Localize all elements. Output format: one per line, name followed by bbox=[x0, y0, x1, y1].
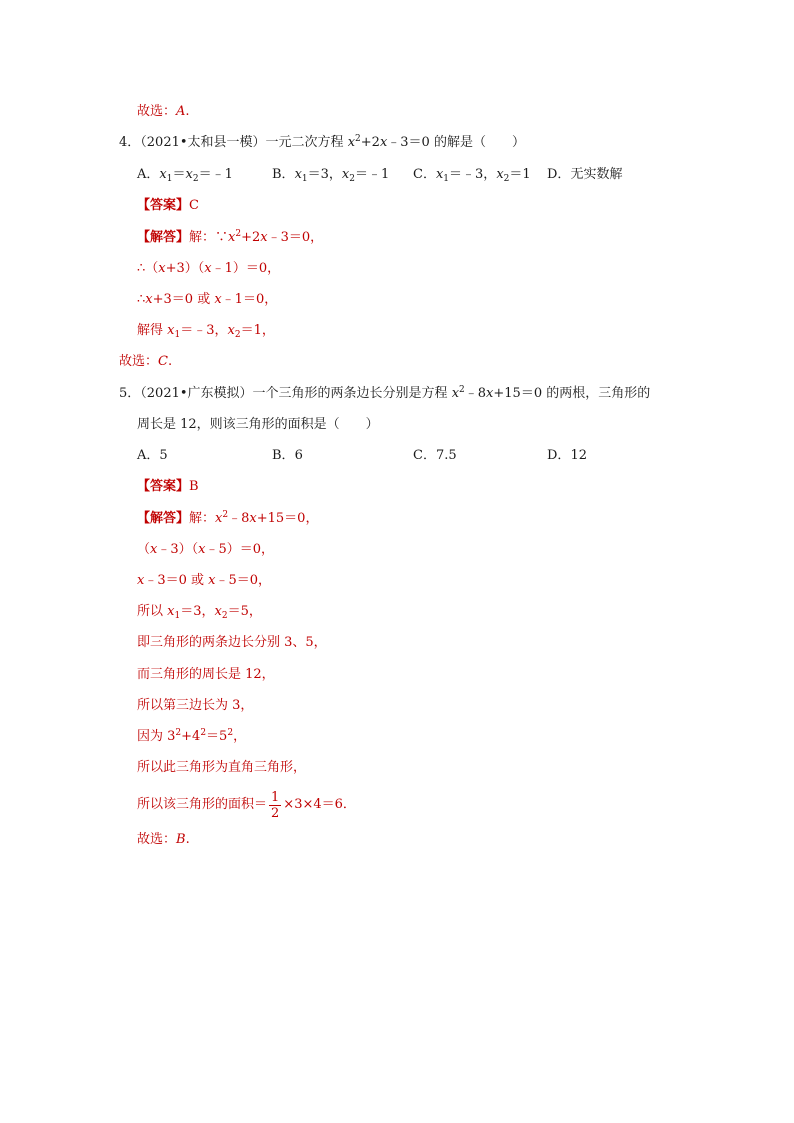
question-5-answer bbox=[137, 478, 199, 496]
q5-solution-step-2 bbox=[137, 541, 274, 559]
variable: x bbox=[228, 230, 236, 245]
fraction-numerator: 1 bbox=[271, 789, 280, 805]
period: . bbox=[185, 832, 190, 847]
step-text: ＝3， bbox=[180, 604, 215, 619]
stem-text: 一个三角形的两条边长分别是方程 bbox=[252, 386, 452, 401]
question-4-options bbox=[0, 166, 794, 184]
variable: x bbox=[347, 135, 356, 150]
subscript: 1 bbox=[301, 174, 308, 184]
step-text: ﹣1＝0， bbox=[221, 292, 278, 307]
period: . bbox=[185, 104, 190, 119]
step-text: +3＝0 或 bbox=[152, 292, 215, 307]
option-text: 7.5 bbox=[435, 448, 457, 463]
option-a bbox=[137, 447, 168, 465]
option-b bbox=[272, 447, 303, 465]
equation-part: ﹣3＝0 bbox=[387, 135, 430, 150]
subscript: 1 bbox=[174, 611, 181, 621]
analysis-tag: 【解答】 bbox=[137, 511, 190, 526]
subscript: 2 bbox=[503, 174, 510, 184]
variable: x bbox=[379, 135, 388, 150]
step-text: （ bbox=[137, 542, 151, 557]
answer-value: B bbox=[189, 479, 199, 494]
option-label: D． bbox=[547, 167, 571, 182]
q5-solution-step-3 bbox=[137, 572, 271, 590]
q5-solution-step-7: 所以第三边长为 3， bbox=[137, 698, 254, 713]
question-number: 4． bbox=[119, 135, 141, 150]
step-text: ﹣8 bbox=[228, 511, 250, 526]
option-label: A． bbox=[137, 448, 160, 463]
option-label: B． bbox=[272, 167, 295, 182]
q4-solution-step-1 bbox=[137, 229, 323, 247]
step-text: 解得 bbox=[137, 323, 168, 338]
q4-conclusion bbox=[119, 353, 172, 371]
option-tail: ＝﹣1 bbox=[198, 167, 233, 182]
exponent: 2 bbox=[200, 728, 207, 738]
analysis-tag: 【解答】 bbox=[137, 230, 190, 245]
conclusion-label: 故选： bbox=[137, 104, 177, 119]
step-text: ∴ bbox=[137, 292, 146, 307]
question-5-stem-line-2: 周长是 12，则该三角形的面积是（ ） bbox=[137, 417, 379, 432]
exponent: 2 bbox=[355, 134, 361, 144]
stem-text: 的两根，三角形的 bbox=[542, 386, 651, 401]
variable: x bbox=[137, 573, 145, 588]
q4-solution-step-3 bbox=[137, 291, 277, 309]
variable: x bbox=[214, 292, 222, 307]
variable: x bbox=[150, 542, 158, 557]
exponent: 2 bbox=[235, 229, 242, 239]
variable: x bbox=[486, 386, 494, 401]
step-text: 解：∵ bbox=[189, 230, 229, 245]
step-text: +3）（ bbox=[165, 261, 205, 276]
step-text: ， bbox=[233, 729, 247, 744]
subscript: 1 bbox=[443, 174, 450, 184]
variable: x bbox=[159, 167, 167, 182]
question-5-options bbox=[0, 447, 794, 465]
step-text: ×3×4＝6． bbox=[283, 797, 356, 812]
step-text: +2 bbox=[241, 230, 261, 245]
step-text: ﹣5）＝0， bbox=[205, 542, 275, 557]
option-label: C． bbox=[413, 448, 436, 463]
step-text: ＝﹣3， bbox=[180, 323, 228, 338]
question-4-answer bbox=[137, 197, 199, 215]
subscript: 2 bbox=[221, 611, 228, 621]
variable: x bbox=[341, 167, 350, 182]
option-b bbox=[272, 166, 389, 184]
step-text: ﹣3＝0， bbox=[267, 230, 324, 245]
exponent: 2 bbox=[227, 728, 234, 738]
question-5-stem-line-1 bbox=[119, 385, 650, 403]
q5-solution-step-1 bbox=[137, 510, 318, 528]
variable: x bbox=[215, 511, 223, 526]
option-d bbox=[547, 447, 587, 465]
step-text: ﹣3＝0 或 bbox=[144, 573, 209, 588]
step-text: +15＝0， bbox=[256, 511, 319, 526]
step-text: 所以该三角形的面积＝ bbox=[137, 797, 268, 812]
option-text: 无实数解 bbox=[570, 167, 623, 182]
equals: ＝ bbox=[172, 167, 186, 182]
option-text: 12 bbox=[570, 448, 587, 463]
subscript: 2 bbox=[349, 174, 355, 184]
option-text: 5 bbox=[159, 448, 168, 463]
variable: x bbox=[198, 542, 206, 557]
q5-conclusion bbox=[137, 831, 190, 849]
equation-part: ﹣8 bbox=[464, 386, 487, 401]
subscript: 2 bbox=[234, 330, 241, 340]
step-text: ＝5 bbox=[206, 729, 228, 744]
variable: x bbox=[167, 323, 175, 338]
option-text: 6 bbox=[294, 448, 303, 463]
option-d bbox=[547, 166, 622, 184]
answer-tag: 【答案】 bbox=[137, 479, 190, 494]
fraction bbox=[269, 790, 281, 821]
step-text: ﹣5＝0， bbox=[215, 573, 272, 588]
q5-solution-step-8 bbox=[137, 728, 246, 746]
q4-solution-step-4 bbox=[137, 322, 275, 340]
step-text: 因为 3 bbox=[137, 729, 176, 744]
question-4-stem bbox=[119, 134, 525, 152]
q4-solution-step-2 bbox=[137, 260, 280, 278]
answer-tag: 【答案】 bbox=[137, 198, 190, 213]
step-text: ＝1， bbox=[240, 323, 275, 338]
fraction-denominator: 2 bbox=[271, 805, 280, 821]
step-text: 所以 bbox=[137, 604, 168, 619]
variable: x bbox=[227, 323, 235, 338]
variable: x bbox=[435, 167, 444, 182]
option-tail: ＝﹣1 bbox=[355, 167, 390, 182]
q5-solution-step-5: 即三角形的两条边长分别 3、5， bbox=[137, 635, 327, 650]
variable: x bbox=[214, 604, 222, 619]
variable: x bbox=[167, 604, 175, 619]
variable: x bbox=[294, 167, 302, 182]
variable: x bbox=[451, 386, 460, 401]
option-label: B． bbox=[272, 448, 295, 463]
exponent: 2 bbox=[222, 510, 229, 520]
step-text: ﹣3）（ bbox=[157, 542, 199, 557]
answer-value: C bbox=[189, 198, 199, 213]
q5-solution-step-6: 而三角形的周长是 12， bbox=[137, 667, 275, 682]
stem-text: 一元二次方程 bbox=[265, 135, 348, 150]
question-source: （2021•太和县一模） bbox=[140, 135, 266, 150]
variable: x bbox=[249, 511, 257, 526]
conclusion-answer: A bbox=[176, 104, 186, 119]
option-c bbox=[413, 166, 531, 184]
option-mid: ＝﹣3， bbox=[449, 167, 497, 182]
conclusion-label: 故选： bbox=[137, 832, 177, 847]
option-label: C． bbox=[413, 167, 436, 182]
variable: x bbox=[204, 261, 212, 276]
conclusion-label: 故选： bbox=[119, 354, 159, 369]
step-text: ＝5， bbox=[227, 604, 262, 619]
step-text: ∴（ bbox=[137, 261, 159, 276]
q5-solution-step-9: 所以此三角形为直角三角形， bbox=[137, 760, 307, 775]
q5-solution-step-10 bbox=[137, 788, 356, 822]
equation-part: +2 bbox=[360, 135, 380, 150]
option-mid: ＝3， bbox=[307, 167, 342, 182]
q5-solution-step-4 bbox=[137, 603, 262, 621]
period: . bbox=[167, 354, 173, 369]
option-c bbox=[413, 447, 457, 465]
equation-part: +15＝0 bbox=[493, 386, 543, 401]
option-label: A． bbox=[137, 167, 160, 182]
option-label: D． bbox=[547, 448, 571, 463]
subscript: 2 bbox=[192, 174, 199, 184]
step-text: ﹣1）＝0， bbox=[211, 261, 281, 276]
option-a bbox=[137, 166, 233, 184]
question-number: 5． bbox=[119, 386, 141, 401]
variable: x bbox=[145, 292, 153, 307]
subscript: 1 bbox=[166, 174, 173, 184]
conclusion-answer: C bbox=[158, 354, 168, 369]
option-tail: ＝1 bbox=[509, 167, 531, 182]
step-text: +4 bbox=[181, 729, 201, 744]
variable: x bbox=[185, 167, 193, 182]
variable: x bbox=[260, 230, 268, 245]
exponent: 2 bbox=[175, 728, 182, 738]
variable: x bbox=[158, 261, 166, 276]
variable: x bbox=[208, 573, 216, 588]
previous-answer-conclusion bbox=[137, 103, 190, 121]
subscript: 1 bbox=[174, 330, 181, 340]
conclusion-answer: B bbox=[176, 832, 186, 847]
exponent: 2 bbox=[459, 385, 465, 395]
step-text: 解： bbox=[189, 511, 216, 526]
variable: x bbox=[496, 167, 504, 182]
question-source: （2021•广东模拟） bbox=[140, 386, 253, 401]
stem-text: 的解是（ ） bbox=[429, 135, 525, 150]
